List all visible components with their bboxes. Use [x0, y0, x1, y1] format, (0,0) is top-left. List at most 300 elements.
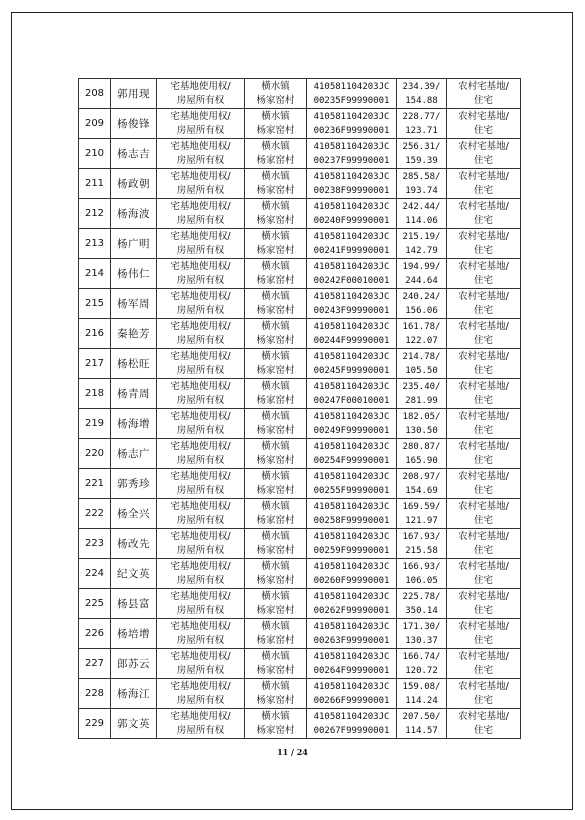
right-type-cell	[157, 199, 245, 229]
land-use-cell	[447, 409, 521, 439]
unit-code-cell	[307, 439, 397, 469]
right-type-line: 房屋所有权	[176, 634, 225, 646]
right-type-cell	[157, 499, 245, 529]
table-row	[79, 499, 521, 529]
land-use-line: 住宅	[473, 244, 493, 256]
unit-code-line: 410581104203JC	[313, 111, 390, 122]
land-use-line: 住宅	[473, 664, 493, 676]
unit-code-line: 410581104203JC	[313, 351, 390, 362]
unit-code-line: 410581104203JC	[313, 201, 390, 212]
location-cell	[245, 499, 307, 529]
land-use-line: 住宅	[473, 304, 493, 316]
land-use-cell	[447, 559, 521, 589]
registration-table	[78, 78, 521, 739]
land-use-cell	[447, 319, 521, 349]
right-type-line: 房屋所有权	[176, 274, 225, 286]
location-line: 横水镇	[261, 140, 290, 152]
unit-code-cell	[307, 289, 397, 319]
location-line: 杨家窑村	[256, 634, 295, 646]
land-use-line: 农村宅基地/	[458, 560, 509, 572]
location-line: 横水镇	[261, 470, 290, 482]
land-use-line: 住宅	[473, 694, 493, 706]
row-number-cell: 228	[79, 679, 111, 709]
unit-code-line: 410581104203JC	[313, 621, 390, 632]
location-line: 横水镇	[261, 530, 290, 542]
right-type-line: 宅基地使用权/	[170, 590, 231, 602]
area-line: 182.05/	[402, 411, 441, 422]
land-use-cell	[447, 169, 521, 199]
location-line: 杨家窑村	[256, 454, 295, 466]
table-row	[79, 199, 521, 229]
land-use-line: 住宅	[473, 724, 493, 736]
land-use-line: 农村宅基地/	[458, 140, 509, 152]
right-type-line: 宅基地使用权/	[170, 80, 231, 92]
area-cell	[397, 379, 447, 409]
area-line: 114.24	[405, 695, 438, 706]
right-type-line: 宅基地使用权/	[170, 500, 231, 512]
table-row	[79, 169, 521, 199]
right-type-cell	[157, 559, 245, 589]
land-use-line: 农村宅基地/	[458, 260, 509, 272]
holder-name-cell: 郭用现	[111, 79, 157, 109]
holder-name-cell: 杨松旺	[111, 349, 157, 379]
location-line: 杨家窑村	[256, 484, 295, 496]
unit-code-cell	[307, 499, 397, 529]
land-use-cell	[447, 349, 521, 379]
unit-code-cell	[307, 679, 397, 709]
land-use-line: 住宅	[473, 544, 493, 556]
table-row	[79, 229, 521, 259]
unit-code-line: 410581104203JC	[313, 441, 390, 452]
area-line: 242.44/	[402, 201, 441, 212]
right-type-line: 房屋所有权	[176, 154, 225, 166]
table-body	[79, 79, 521, 739]
land-use-cell	[447, 79, 521, 109]
holder-name-cell: 郎苏云	[111, 649, 157, 679]
location-cell	[245, 469, 307, 499]
holder-name-cell: 杨志吉	[111, 139, 157, 169]
area-line: 114.57	[405, 725, 438, 736]
right-type-line: 房屋所有权	[176, 394, 225, 406]
right-type-cell	[157, 649, 245, 679]
unit-code-cell	[307, 229, 397, 259]
table-row	[79, 289, 521, 319]
unit-code-line: 00266F99990001	[313, 695, 390, 706]
land-use-line: 住宅	[473, 184, 493, 196]
right-type-line: 宅基地使用权/	[170, 410, 231, 422]
table-row	[79, 319, 521, 349]
location-line: 杨家窑村	[256, 214, 295, 226]
land-use-line: 住宅	[473, 514, 493, 526]
location-cell	[245, 379, 307, 409]
unit-code-line: 00241F99990001	[313, 245, 390, 256]
unit-code-cell	[307, 409, 397, 439]
row-number-cell: 223	[79, 529, 111, 559]
right-type-line: 宅基地使用权/	[170, 140, 231, 152]
right-type-line: 房屋所有权	[176, 544, 225, 556]
land-use-line: 农村宅基地/	[458, 350, 509, 362]
row-number-cell: 226	[79, 619, 111, 649]
unit-code-line: 00254F99990001	[313, 455, 390, 466]
unit-code-line: 410581104203JC	[313, 411, 390, 422]
location-line: 杨家窑村	[256, 394, 295, 406]
land-use-cell	[447, 499, 521, 529]
right-type-cell	[157, 709, 245, 739]
area-line: 225.78/	[402, 591, 441, 602]
land-use-line: 农村宅基地/	[458, 320, 509, 332]
area-line: 120.72	[405, 665, 438, 676]
area-line: 130.50	[405, 425, 438, 436]
land-use-line: 住宅	[473, 124, 493, 136]
unit-code-line: 00263F99990001	[313, 635, 390, 646]
location-line: 横水镇	[261, 320, 290, 332]
location-line: 横水镇	[261, 680, 290, 692]
area-cell	[397, 319, 447, 349]
location-cell	[245, 649, 307, 679]
area-cell	[397, 679, 447, 709]
row-number-cell: 227	[79, 649, 111, 679]
right-type-line: 房屋所有权	[176, 94, 225, 106]
table-row	[79, 649, 521, 679]
location-line: 横水镇	[261, 620, 290, 632]
area-cell	[397, 289, 447, 319]
location-cell	[245, 109, 307, 139]
land-use-line: 农村宅基地/	[458, 620, 509, 632]
location-cell	[245, 349, 307, 379]
location-line: 横水镇	[261, 200, 290, 212]
table-row	[79, 619, 521, 649]
land-use-cell	[447, 469, 521, 499]
land-use-line: 农村宅基地/	[458, 500, 509, 512]
location-line: 杨家窑村	[256, 94, 295, 106]
location-line: 杨家窑村	[256, 604, 295, 616]
area-cell	[397, 349, 447, 379]
right-type-cell	[157, 469, 245, 499]
holder-name-cell: 杨海江	[111, 679, 157, 709]
right-type-cell	[157, 259, 245, 289]
land-use-cell	[447, 109, 521, 139]
land-use-line: 住宅	[473, 94, 493, 106]
area-cell	[397, 199, 447, 229]
unit-code-line: 00236F99990001	[313, 125, 390, 136]
location-line: 横水镇	[261, 230, 290, 242]
row-number-cell: 210	[79, 139, 111, 169]
right-type-cell	[157, 109, 245, 139]
right-type-line: 房屋所有权	[176, 244, 225, 256]
area-line: 165.90	[405, 455, 438, 466]
land-use-line: 农村宅基地/	[458, 710, 509, 722]
land-use-line: 农村宅基地/	[458, 440, 509, 452]
unit-code-line: 410581104203JC	[313, 591, 390, 602]
area-cell	[397, 469, 447, 499]
location-cell	[245, 709, 307, 739]
unit-code-cell	[307, 199, 397, 229]
location-line: 杨家窑村	[256, 664, 295, 676]
right-type-line: 房屋所有权	[176, 574, 225, 586]
unit-code-line: 00243F99990001	[313, 305, 390, 316]
row-number-cell: 212	[79, 199, 111, 229]
location-line: 横水镇	[261, 260, 290, 272]
location-cell	[245, 79, 307, 109]
area-line: 215.58	[405, 545, 438, 556]
location-cell	[245, 229, 307, 259]
right-type-line: 宅基地使用权/	[170, 110, 231, 122]
location-line: 横水镇	[261, 590, 290, 602]
location-cell	[245, 529, 307, 559]
unit-code-cell	[307, 109, 397, 139]
unit-code-line: 00244F99990001	[313, 335, 390, 346]
unit-code-line: 00237F99990001	[313, 155, 390, 166]
unit-code-cell	[307, 589, 397, 619]
row-number-cell: 218	[79, 379, 111, 409]
row-number-cell: 222	[79, 499, 111, 529]
area-line: 285.58/	[402, 171, 441, 182]
table-row	[79, 589, 521, 619]
right-type-line: 宅基地使用权/	[170, 560, 231, 572]
unit-code-line: 410581104203JC	[313, 471, 390, 482]
right-type-cell	[157, 619, 245, 649]
right-type-cell	[157, 79, 245, 109]
area-line: 171.30/	[402, 621, 441, 632]
right-type-cell	[157, 229, 245, 259]
land-use-line: 农村宅基地/	[458, 470, 509, 482]
unit-code-line: 00262F99990001	[313, 605, 390, 616]
holder-name-cell: 杨全兴	[111, 499, 157, 529]
land-use-line: 住宅	[473, 394, 493, 406]
area-line: 154.88	[405, 95, 438, 106]
area-line: 207.50/	[402, 711, 441, 722]
land-use-line: 农村宅基地/	[458, 170, 509, 182]
row-number-cell: 225	[79, 589, 111, 619]
land-use-line: 住宅	[473, 574, 493, 586]
unit-code-cell	[307, 469, 397, 499]
right-type-cell	[157, 169, 245, 199]
right-type-line: 宅基地使用权/	[170, 440, 231, 452]
land-use-line: 住宅	[473, 214, 493, 226]
row-number-cell: 209	[79, 109, 111, 139]
location-line: 杨家窑村	[256, 544, 295, 556]
area-line: 240.24/	[402, 291, 441, 302]
table-row	[79, 709, 521, 739]
area-line: 159.08/	[402, 681, 441, 692]
land-use-cell	[447, 379, 521, 409]
area-cell	[397, 589, 447, 619]
unit-code-cell	[307, 559, 397, 589]
unit-code-cell	[307, 709, 397, 739]
area-line: 280.87/	[402, 441, 441, 452]
location-cell	[245, 169, 307, 199]
unit-code-cell	[307, 169, 397, 199]
location-cell	[245, 259, 307, 289]
area-line: 159.39	[405, 155, 438, 166]
holder-name-cell: 杨海波	[111, 199, 157, 229]
land-use-line: 住宅	[473, 454, 493, 466]
land-use-line: 住宅	[473, 274, 493, 286]
table-row	[79, 559, 521, 589]
area-cell	[397, 439, 447, 469]
location-line: 横水镇	[261, 290, 290, 302]
holder-name-cell: 杨政朝	[111, 169, 157, 199]
right-type-line: 房屋所有权	[176, 334, 225, 346]
land-use-line: 住宅	[473, 364, 493, 376]
right-type-line: 房屋所有权	[176, 724, 225, 736]
row-number-cell: 214	[79, 259, 111, 289]
row-number-cell: 208	[79, 79, 111, 109]
land-use-line: 住宅	[473, 334, 493, 346]
unit-code-line: 410581104203JC	[313, 141, 390, 152]
holder-name-cell: 杨海增	[111, 409, 157, 439]
land-use-cell	[447, 139, 521, 169]
location-line: 横水镇	[261, 380, 290, 392]
location-line: 横水镇	[261, 110, 290, 122]
land-use-line: 住宅	[473, 484, 493, 496]
holder-name-cell: 杨志广	[111, 439, 157, 469]
unit-code-line: 00242F00010001	[313, 275, 390, 286]
right-type-line: 宅基地使用权/	[170, 470, 231, 482]
row-number-cell: 220	[79, 439, 111, 469]
area-line: 130.37	[405, 635, 438, 646]
table-row	[79, 139, 521, 169]
area-line: 208.97/	[402, 471, 441, 482]
row-number-cell: 229	[79, 709, 111, 739]
land-use-line: 住宅	[473, 634, 493, 646]
right-type-cell	[157, 439, 245, 469]
land-use-cell	[447, 709, 521, 739]
area-cell	[397, 649, 447, 679]
location-line: 杨家窑村	[256, 244, 295, 256]
unit-code-cell	[307, 529, 397, 559]
area-line: 235.40/	[402, 381, 441, 392]
location-line: 杨家窑村	[256, 514, 295, 526]
right-type-line: 房屋所有权	[176, 214, 225, 226]
area-line: 214.78/	[402, 351, 441, 362]
area-line: 234.39/	[402, 81, 441, 92]
land-use-line: 农村宅基地/	[458, 200, 509, 212]
unit-code-cell	[307, 139, 397, 169]
area-line: 161.78/	[402, 321, 441, 332]
row-number-cell: 219	[79, 409, 111, 439]
row-number-cell: 215	[79, 289, 111, 319]
table-row	[79, 379, 521, 409]
unit-code-line: 00264F99990001	[313, 665, 390, 676]
area-line: 244.64	[405, 275, 438, 286]
area-line: 166.74/	[402, 651, 441, 662]
location-line: 横水镇	[261, 560, 290, 572]
location-line: 杨家窑村	[256, 694, 295, 706]
holder-name-cell: 秦艳芳	[111, 319, 157, 349]
holder-name-cell: 杨青周	[111, 379, 157, 409]
area-line: 121.97	[405, 515, 438, 526]
location-cell	[245, 589, 307, 619]
right-type-cell	[157, 139, 245, 169]
table-row	[79, 79, 521, 109]
land-use-line: 住宅	[473, 154, 493, 166]
location-cell	[245, 409, 307, 439]
land-use-line: 农村宅基地/	[458, 410, 509, 422]
land-use-line: 农村宅基地/	[458, 680, 509, 692]
land-use-line: 农村宅基地/	[458, 230, 509, 242]
unit-code-line: 00259F99990001	[313, 545, 390, 556]
right-type-line: 宅基地使用权/	[170, 620, 231, 632]
holder-name-cell: 杨培增	[111, 619, 157, 649]
right-type-line: 宅基地使用权/	[170, 290, 231, 302]
unit-code-line: 00238F99990001	[313, 185, 390, 196]
area-line: 193.74	[405, 185, 438, 196]
location-line: 杨家窑村	[256, 424, 295, 436]
location-line: 横水镇	[261, 650, 290, 662]
land-use-line: 农村宅基地/	[458, 380, 509, 392]
unit-code-line: 410581104203JC	[313, 501, 390, 512]
table-row	[79, 679, 521, 709]
holder-name-cell: 杨改先	[111, 529, 157, 559]
area-line: 169.59/	[402, 501, 441, 512]
location-line: 横水镇	[261, 500, 290, 512]
unit-code-line: 410581104203JC	[313, 321, 390, 332]
unit-code-line: 410581104203JC	[313, 711, 390, 722]
right-type-cell	[157, 409, 245, 439]
area-cell	[397, 259, 447, 289]
holder-name-cell: 杨广明	[111, 229, 157, 259]
unit-code-line: 410581104203JC	[313, 171, 390, 182]
location-line: 杨家窑村	[256, 124, 295, 136]
unit-code-line: 00235F99990001	[313, 95, 390, 106]
location-line: 横水镇	[261, 80, 290, 92]
table-row	[79, 529, 521, 559]
right-type-line: 宅基地使用权/	[170, 200, 231, 212]
right-type-cell	[157, 589, 245, 619]
area-line: 215.19/	[402, 231, 441, 242]
land-use-line: 农村宅基地/	[458, 650, 509, 662]
unit-code-line: 00260F99990001	[313, 575, 390, 586]
land-use-line: 农村宅基地/	[458, 110, 509, 122]
holder-name-cell: 杨军周	[111, 289, 157, 319]
location-cell	[245, 679, 307, 709]
location-cell	[245, 439, 307, 469]
right-type-line: 房屋所有权	[176, 364, 225, 376]
location-line: 杨家窑村	[256, 184, 295, 196]
location-cell	[245, 559, 307, 589]
row-number-cell: 224	[79, 559, 111, 589]
row-number-cell: 221	[79, 469, 111, 499]
unit-code-cell	[307, 349, 397, 379]
area-line: 105.50	[405, 365, 438, 376]
location-line: 杨家窑村	[256, 304, 295, 316]
location-line: 横水镇	[261, 710, 290, 722]
holder-name-cell: 纪文英	[111, 559, 157, 589]
table-row	[79, 469, 521, 499]
right-type-line: 宅基地使用权/	[170, 710, 231, 722]
unit-code-line: 00249F99990001	[313, 425, 390, 436]
holder-name-cell: 杨伟仁	[111, 259, 157, 289]
unit-code-cell	[307, 79, 397, 109]
right-type-cell	[157, 529, 245, 559]
location-cell	[245, 319, 307, 349]
unit-code-line: 410581104203JC	[313, 261, 390, 272]
land-use-line: 农村宅基地/	[458, 290, 509, 302]
land-use-cell	[447, 259, 521, 289]
row-number-cell: 213	[79, 229, 111, 259]
location-cell	[245, 199, 307, 229]
land-use-cell	[447, 289, 521, 319]
land-use-cell	[447, 619, 521, 649]
location-cell	[245, 619, 307, 649]
location-line: 横水镇	[261, 170, 290, 182]
unit-code-line: 410581104203JC	[313, 381, 390, 392]
area-line: 228.77/	[402, 111, 441, 122]
land-use-cell	[447, 679, 521, 709]
area-cell	[397, 709, 447, 739]
table-row	[79, 109, 521, 139]
